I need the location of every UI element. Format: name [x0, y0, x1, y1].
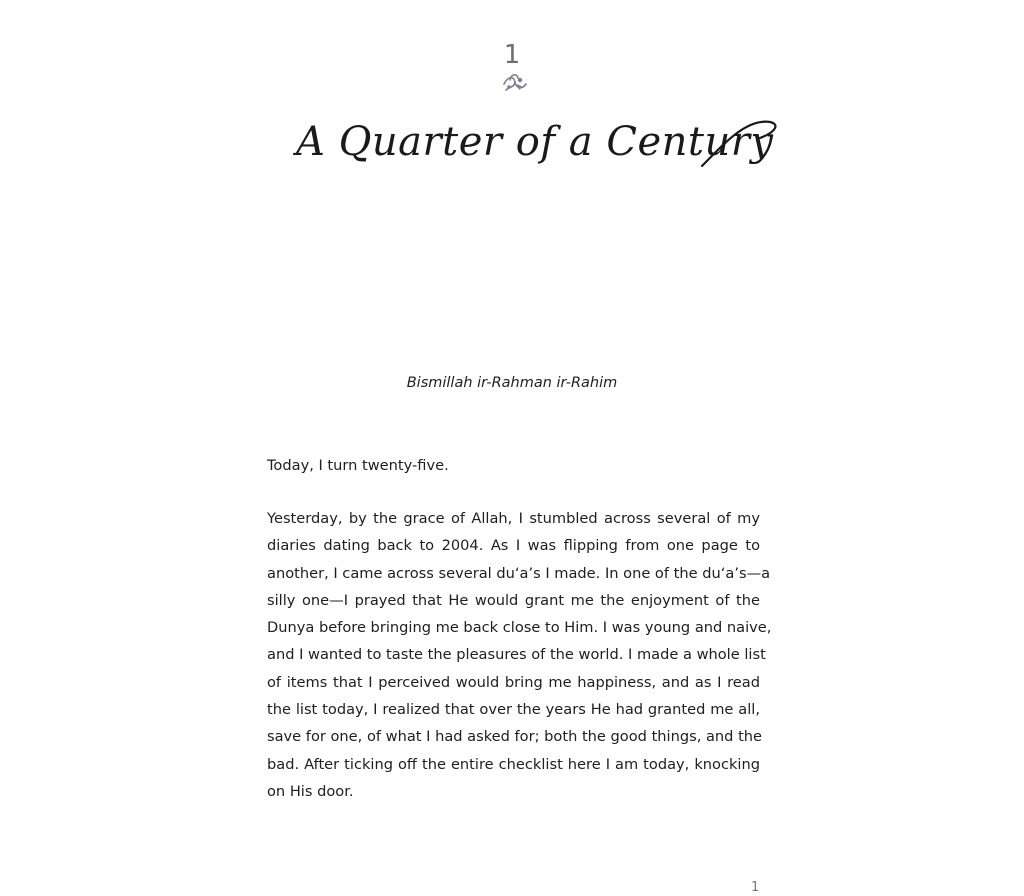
chapter-title-text: A Quarter of a Century — [296, 119, 774, 165]
invocation-line: Bismillah ir-Rahman ir-Rahim — [406, 375, 618, 391]
paragraph-line: diaries dating back to 2004. As I was flipping from one page to — [267, 537, 760, 555]
paragraph-line: Dunya before bringing me back close to Him. I was young and naive, — [267, 619, 772, 637]
paragraph-line: the list today, I realized that over the years He had granted me all, — [267, 701, 760, 719]
paragraph-line: silly one—I prayed that He would grant me the enjoyment of the — [267, 591, 760, 609]
paragraph-line: on His door. — [267, 782, 354, 800]
paragraph-line: and I wanted to taste the pleasures of the world. I made a whole list — [267, 646, 766, 664]
paragraph-line: Yesterday, by the grace of Allah, I stumbled across several of my — [267, 510, 760, 527]
paragraph-line: bad. After ticking off the entire checklist here I am today, knocking — [267, 755, 760, 773]
paragraph-line: another, I came across several du‘a’s I made. In one of the du‘a’s—a — [267, 564, 771, 582]
chapter-number: 1 — [503, 40, 521, 70]
page-number: 1 — [751, 880, 760, 895]
chapter-title — [260, 108, 780, 188]
paragraph-line: of items that I perceived would bring me happiness, and as I read — [267, 673, 760, 691]
floral-ornament-icon — [500, 70, 530, 94]
title-swash-flourish — [700, 108, 780, 178]
paragraph-main — [267, 505, 772, 805]
paragraph-line: save for one, of what I had asked for; both the good things, and the — [267, 728, 763, 746]
paragraph-opening: Today, I turn twenty-five. — [267, 457, 449, 474]
